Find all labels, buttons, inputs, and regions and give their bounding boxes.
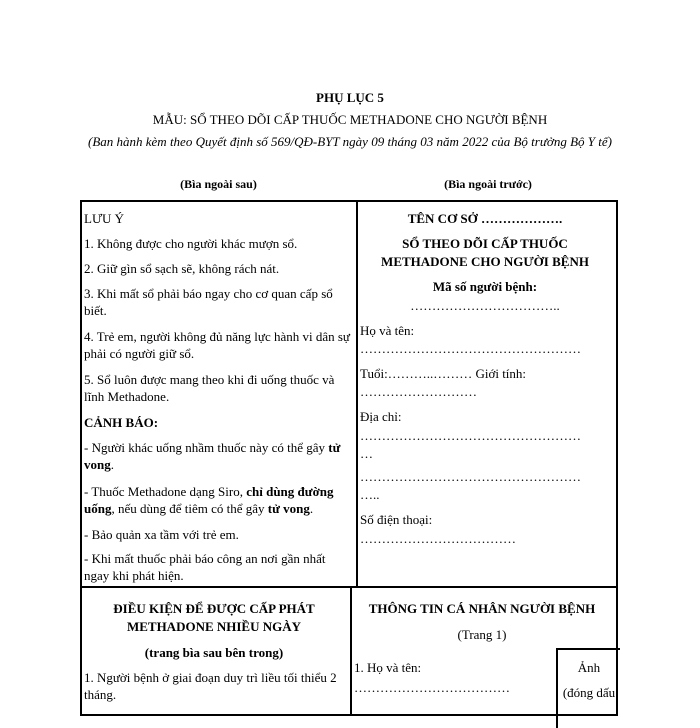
gender-field: ……………………… [360, 384, 477, 399]
form-title: MẪU: SỔ THEO DÕI CẤP THUỐC METHADONE CHO NGƯỜI BỆNH [152, 112, 548, 127]
back-cover-label: (Bìa ngoài sau) [180, 177, 257, 191]
photo-box [556, 648, 620, 728]
personal-info-title: THÔNG TIN CÁ NHÂN NGƯỜI BỆNH [368, 601, 596, 616]
front-cover-panel [356, 200, 618, 588]
address-label: Địa chỉ: [360, 409, 402, 424]
page-number: (Trang 1) [457, 627, 507, 642]
address-field: …………………………………………… [360, 469, 581, 484]
phone-field: ……………………………… [360, 531, 516, 546]
conditions-subtitle: (trang bìa sau bên trong) [144, 645, 284, 660]
address-field: … [360, 446, 373, 461]
back-cover-panel [80, 200, 358, 588]
photo-stamp-note: (đóng dấu [562, 685, 616, 700]
warning-item: - Thuốc Methadone dạng Siro, chỉ dùng đường uống, nếu dùng để tiêm có thể gây tử vong. [84, 484, 334, 516]
patient-code-field: …………………………….. [410, 298, 560, 313]
address-field: …………………………………………… [360, 428, 581, 443]
conditions-title-line-2: METHADONE NHIỀU NGÀY [126, 619, 302, 634]
patient-name-field: ……………………………… [354, 680, 510, 695]
warning-item: - Người khác uống nhầm thuốc này có thể gây tử vong. [84, 440, 341, 472]
warning-item: - Bảo quản xa tầm với trẻ em. [84, 527, 239, 542]
photo-label: Ảnh [577, 660, 601, 675]
inside-front-panel [350, 586, 618, 716]
notice-item: 1. Không được cho người khác mượn sổ. [84, 236, 298, 251]
book-title-line-2: METHADONE CHO NGƯỜI BỆNH [381, 254, 589, 269]
facility-name: TÊN CƠ SỞ ………………. [407, 211, 563, 226]
notice-title: LƯU Ý [84, 211, 125, 226]
front-cover-label: (Bìa ngoài trước) [444, 177, 532, 191]
warning-item: - Khi mất thuốc phải báo công an nơi gần nhất ngay khi phát hiện. [84, 551, 326, 583]
issued-note: (Ban hành kèm theo Quyết định số 569/QĐ-BYT ngày 09 tháng 03 năm 2022 của Bộ trưởng Bộ Y tế) [88, 134, 612, 149]
address-field: ….. [360, 487, 380, 502]
appendix-heading: PHỤ LỤC 5 [316, 90, 384, 105]
patient-name-label: 1. Họ và tên: [354, 660, 422, 675]
name-field: …………………………………………… [360, 341, 581, 356]
name-label: Họ và tên: [360, 323, 415, 338]
notice-item: 4. Trẻ em, người không đủ năng lực hành vi dân sự phải có người giữ sổ. [84, 329, 350, 361]
phone-label: Số điện thoại: [360, 512, 433, 527]
notice-item: 5. Sổ luôn được mang theo khi đi uống thuốc và lĩnh Methadone. [84, 372, 335, 404]
conditions-title-line-1: ĐIỀU KIỆN ĐỂ ĐƯỢC CẤP PHÁT [113, 601, 315, 616]
patient-code-label: Mã số người bệnh: [432, 279, 538, 294]
notice-item: 2. Giữ gìn sổ sạch sẽ, không rách nát. [84, 261, 280, 276]
inside-back-panel [80, 586, 352, 716]
condition-item: 1. Người bệnh ở giai đoạn duy trì liều tối thiểu 2 tháng. [84, 670, 337, 702]
warning-title: CẢNH BÁO: [84, 415, 159, 430]
age-gender-label: Tuổi:………..……… Giới tính: [360, 366, 527, 381]
book-title-line-1: SỔ THEO DÕI CẤP THUỐC [402, 236, 568, 251]
notice-item: 3. Khi mất sổ phải báo ngay cho cơ quan cấp sổ biết. [84, 286, 333, 318]
